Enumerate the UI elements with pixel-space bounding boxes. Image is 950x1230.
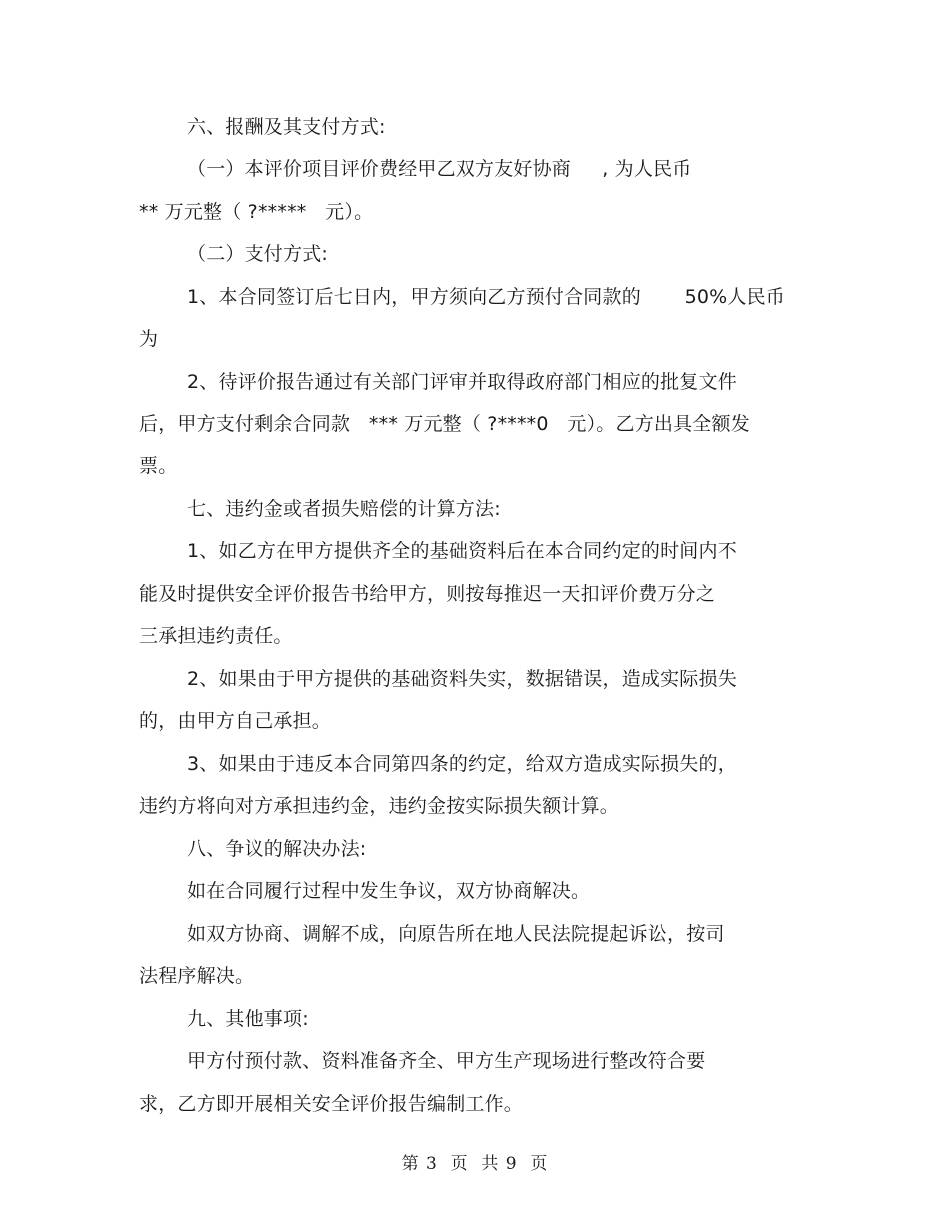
paragraph-line: 甲方付预付款、资料准备齐全、甲方生产现场进行整改符合要	[187, 1050, 706, 1072]
paragraph-line: （二）支付方式:	[187, 243, 329, 265]
paragraph-line: 2、待评价报告通过有关部门评审并取得政府部门相应的批复文件	[187, 371, 737, 393]
paragraph-line: 的，由甲方自己承担。	[139, 710, 332, 732]
paragraph-line: 为	[139, 328, 159, 350]
paragraph-line: 能及时提供安全评价报告书给甲方，则按每推迟一天扣评价费万分之	[139, 583, 716, 605]
paragraph-line: 三承担违约责任。	[139, 625, 293, 647]
paragraph-line: 1、如乙方在甲方提供齐全的基础资料后在本合同约定的时间内不	[187, 540, 737, 562]
section-heading-other: 九、其他事项:	[187, 1008, 309, 1030]
section-heading-remuneration: 六、报酬及其支付方式:	[187, 116, 386, 138]
paragraph-line: 如在合同履行过程中发生争议，双方协商解决。	[187, 880, 591, 902]
paragraph-line: 票。	[139, 455, 178, 477]
paragraph-line: 3、如果由于违反本合同第四条的约定，给双方造成实际损失的，	[187, 753, 737, 775]
paragraph-line: 2、如果由于甲方提供的基础资料失实，数据错误，造成实际损失	[187, 668, 737, 690]
paragraph-line: 法程序解决。	[139, 965, 255, 987]
paragraph-line: ** 万元整（ ?***** 元）。	[139, 201, 374, 223]
paragraph-line: 1、本合同签订后七日内，甲方须向乙方预付合同款的 50%人民币	[187, 286, 785, 308]
section-heading-dispute: 八、争议的解决办法:	[187, 838, 367, 860]
paragraph-line: 求，乙方即开展相关安全评价报告编制工作。	[139, 1093, 524, 1115]
paragraph-line: 如双方协商、调解不成，向原告所在地人民法院提起诉讼，按司	[187, 923, 725, 945]
paragraph-line: 后，甲方支付剩余合同款 *** 万元整（ ?****0 元）。乙方出具全额发	[139, 413, 750, 435]
page-number-footer: 第 3 页 共 9 页	[401, 1154, 549, 1174]
paragraph-line: （一）本评价项目评价费经甲乙双方友好协商 , 为人民币	[187, 158, 692, 180]
paragraph-line: 违约方将向对方承担违约金，违约金按实际损失额计算。	[139, 795, 620, 817]
section-heading-penalty: 七、违约金或者损失赔偿的计算方法:	[187, 498, 501, 520]
